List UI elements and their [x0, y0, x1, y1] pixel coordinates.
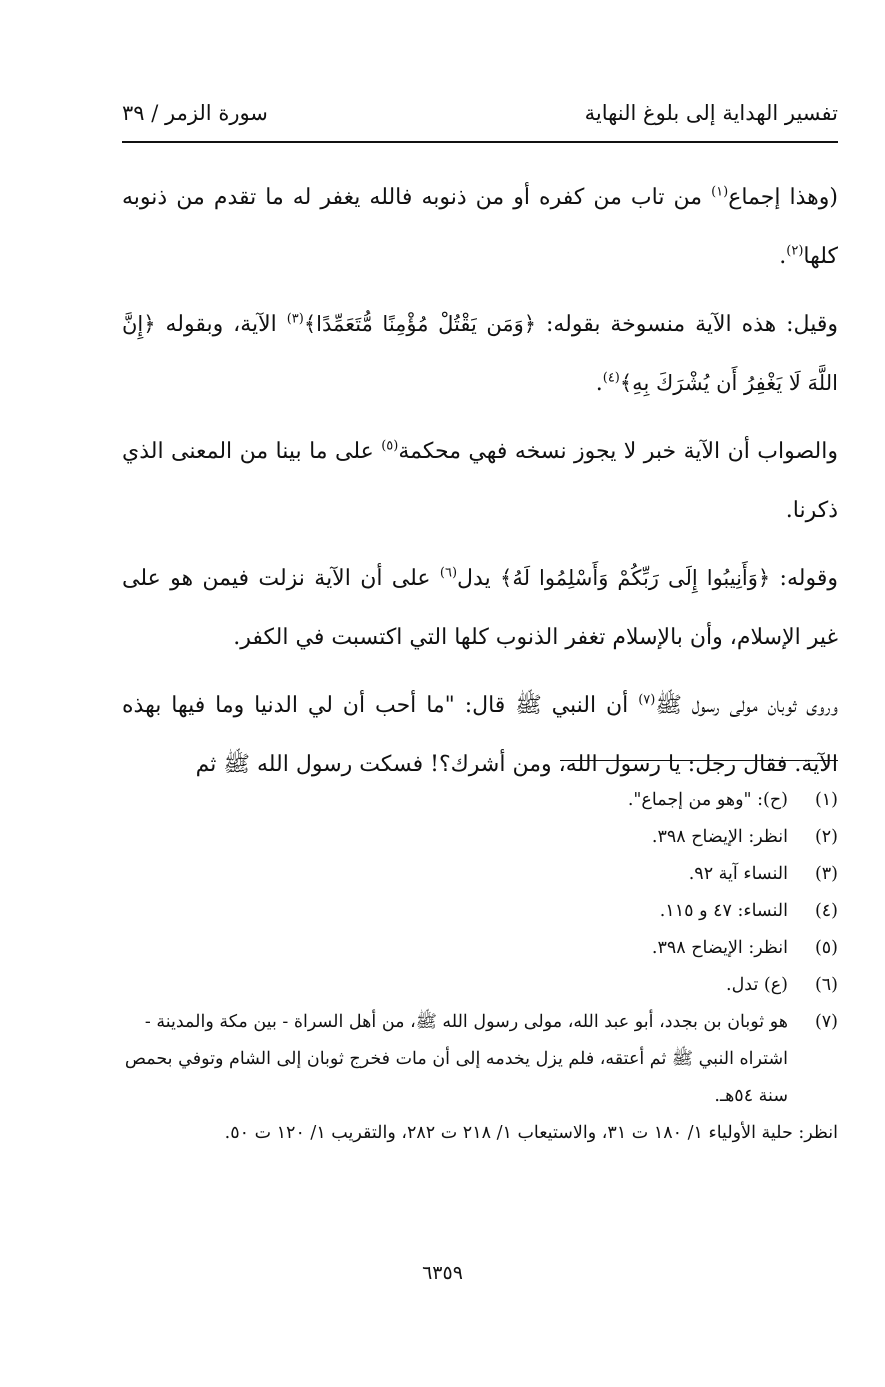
footnote-number: (٧) [814, 1012, 838, 1032]
footnote-ref: (٤) [602, 370, 620, 386]
footnote-number: (٢) [814, 827, 838, 847]
surah-label: سورة الزمر / ٣٩ [122, 101, 268, 125]
footnote-source: انظر: حلية الأولياء ١/ ١٨٠ ت ٣١، والاستيعاب ١/ ٢١٨ ت ٢٨٢، والتقريب ١/ ١٢٠ ت ٥٠. [224, 1123, 838, 1143]
footnote-ref: (٦) [439, 565, 458, 581]
footnote-item [122, 856, 838, 893]
main-text [122, 168, 838, 803]
footnote-number: (٥) [814, 938, 838, 958]
quran-verse: ﴿إِنَّ اللَّهَ لَا يَغْفِرُ أَن يُشْرَكَ بِهِ﴾ [122, 312, 838, 395]
footnote-ref: (٣) [286, 311, 304, 327]
paragraph-4: وقوله: ﴿وَأَنِيبُوا إِلَى رَبِّكُمْ وَأَسْلِمُوا لَهُ﴾ يدل$^{(٦)}$ على أن الآية نزلت فيمن هو على غير الإسلام، وأن بالإسلام تغفر الذنوب كلها التي اكتسبت في الكفر. [122, 565, 838, 650]
footnote-item [122, 1004, 838, 1115]
footnote-ref: (٧) [638, 692, 656, 708]
footnote-text: هو ثوبان بن بجدد، أبو عبد الله، مولى رسول الله ﷺ، من أهل السراة - بين مكة والمدينة - اشتراه النبي ﷺ ثم أعتقه، فلم يزل يخدمه إلى أن مات فخرج ثوبان إلى الشام وتوفي بحمص سنة ٥٤هـ. [124, 1012, 788, 1106]
footnote-text: انظر: الإيضاح ٣٩٨. [651, 827, 788, 847]
footnote-number: (٣) [814, 864, 838, 884]
footnote-text: النساء آية ٩٢. [688, 864, 788, 884]
quran-verse: ﴿وَأَنِيبُوا إِلَى رَبِّكُمْ وَأَسْلِمُوا لَهُ﴾ [500, 566, 771, 590]
footnote-item [122, 819, 838, 856]
paragraph-3: والصواب أن الآية خبر لا يجوز نسخه فهي محكمة$^{(٥)}$ على ما بينا من المعنى الذي ذكرنا. [122, 438, 838, 523]
footnote-ref: (٢) [786, 243, 804, 259]
footnote-rule [560, 760, 838, 761]
footnote-item [122, 893, 838, 930]
footnote-number: (٦) [814, 975, 838, 995]
footnote-item [122, 967, 838, 1004]
footnote-ref: (٥) [381, 438, 399, 454]
book-title: تفسير الهداية إلى بلوغ النهاية [584, 101, 838, 125]
page-number: ٦٣٥٩ [422, 1262, 463, 1284]
quran-verse: ﴿وَمَن يَقْتُلْ مُؤْمِنًا مُّتَعَمِّدًا﴾ [303, 312, 537, 336]
footnotes [122, 782, 838, 1152]
paragraph-2: وقيل: هذه الآية منسوخة بقوله: ﴿وَمَن يَقْتُلْ مُؤْمِنًا مُّتَعَمِّدًا﴾$^{(٣)}$ الآية، وبقوله ﴿إِنَّ اللَّهَ لَا يَغْفِرُ أَن يُشْرَكَ بِهِ﴾$^{(٤)}$. [122, 311, 838, 396]
header-rule [122, 141, 838, 143]
running-header [122, 95, 838, 135]
footnote-text: النساء: ٤٧ و ١١٥. [659, 901, 788, 921]
paragraph-5: وروى ثوبان مولى رسول ﷺ$^{(٧)}$ أن النبي ﷺ قال: "ما أحب أن لي الدنيا وما فيها بهذه الآية. فقال رجل: يا رسول الله، ومن أشرك؟! فسكت رسول الله ﷺ ثم [122, 692, 838, 777]
footnote-text: (ح): "وهو من إجماع". [627, 790, 788, 810]
footnote-ref: (١) [711, 184, 729, 200]
paragraph-1: (وهذا إجماع$^{(١)}$ من تاب من كفره أو من ذنوبه فالله يغفر له ما تقدم من ذنوبه كلها$^{(٢)}$. [122, 184, 838, 269]
footnote-item [122, 782, 838, 819]
footnote-text: انظر: الإيضاح ٣٩٨. [651, 938, 788, 958]
footnote-number: (٤) [814, 901, 838, 921]
footnote-number: (١) [814, 790, 838, 810]
footnote-text: (ع) تدل. [726, 975, 788, 995]
footnote-item [122, 930, 838, 967]
